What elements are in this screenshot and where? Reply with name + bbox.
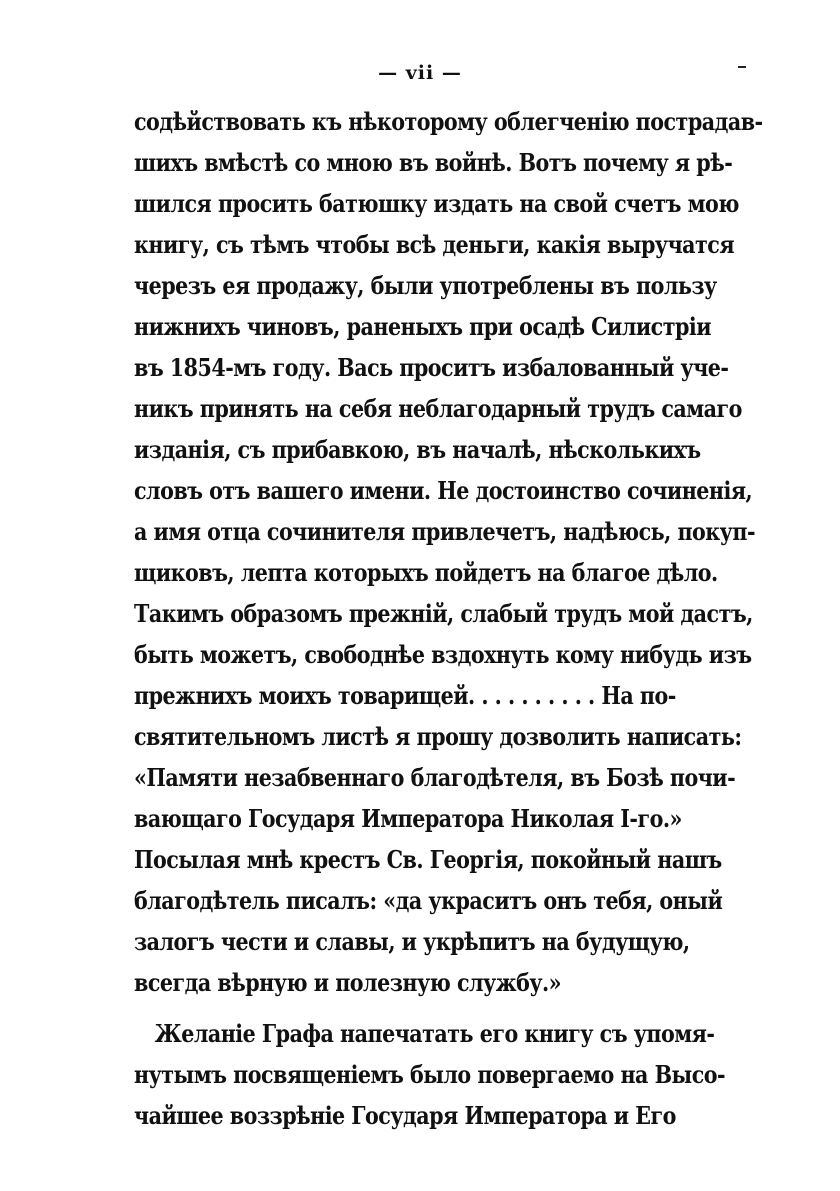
text-line: святительномъ листѣ я прошу дозволить написать:	[134, 722, 742, 751]
text-line: прежнихъ моихъ товарищей. . . . . . . . . . На по-	[134, 681, 676, 710]
printer-mark	[738, 66, 746, 68]
text-line: словъ отъ вашего имени. Не достоинство сочиненія,	[134, 476, 753, 505]
page-number: — vii —	[378, 62, 462, 84]
text-line: черезъ ея продажу, были употреблены въ пользу	[134, 271, 717, 300]
text-line: содѣйствовать къ нѣкоторому облегченію пострадав-	[134, 107, 763, 136]
text-line: нутымъ посвященіемъ было повергаемо на Высо-	[134, 1060, 726, 1089]
text-line: щиковъ, лепта которыхъ пойдетъ на благое дѣло.	[134, 558, 718, 587]
text-line: книгу, съ тѣмъ чтобы всѣ деньги, какія выручатся	[134, 230, 735, 259]
text-line: въ 1854-мъ году. Вась проситъ избалованный уче-	[134, 353, 729, 382]
text-line: «Памяти незабвеннаго благодѣтеля, въ Бозѣ почи-	[134, 763, 736, 792]
text-line: Такимъ образомъ прежній, слабый трудъ мой дастъ,	[134, 599, 753, 628]
text-line: нижнихъ чиновъ, раненыхъ при осадѣ Силистріи	[134, 312, 712, 341]
text-line: всегда вѣрную и полезную службу.»	[134, 968, 562, 997]
text-line: благодѣтель писалъ: «да украситъ онъ тебя, оный	[134, 886, 723, 915]
text-line: Посылая мнѣ крестъ Св. Георгія, покойный нашъ	[134, 845, 722, 874]
text-line: никъ принять на себя неблагодарный трудъ самаго	[134, 394, 742, 423]
text-line: а имя отца сочинителя привлечетъ, надѣюсь, покуп-	[134, 517, 756, 546]
text-line: изданія, съ прибавкою, въ началѣ, нѣсколькихъ	[134, 435, 701, 464]
text-line: вающаго Государя Императора Николая I-го.»	[134, 804, 682, 833]
text-line: Желаніе Графа напечатать его книгу съ упомя-	[154, 1019, 715, 1048]
text-line: чайшее воззрѣніе Государя Императора и Его	[134, 1101, 676, 1130]
text-line: залогъ чести и славы, и укрѣпитъ на будущую,	[134, 927, 690, 956]
text-line: быть можетъ, свободнѣе вздохнуть кому нибудь изъ	[134, 640, 752, 669]
text-line: шихъ вмѣстѣ со мною въ войнѣ. Вотъ почему я рѣ-	[134, 148, 733, 177]
text-line: шился просить батюшку издать на свой счетъ мою	[134, 189, 739, 218]
